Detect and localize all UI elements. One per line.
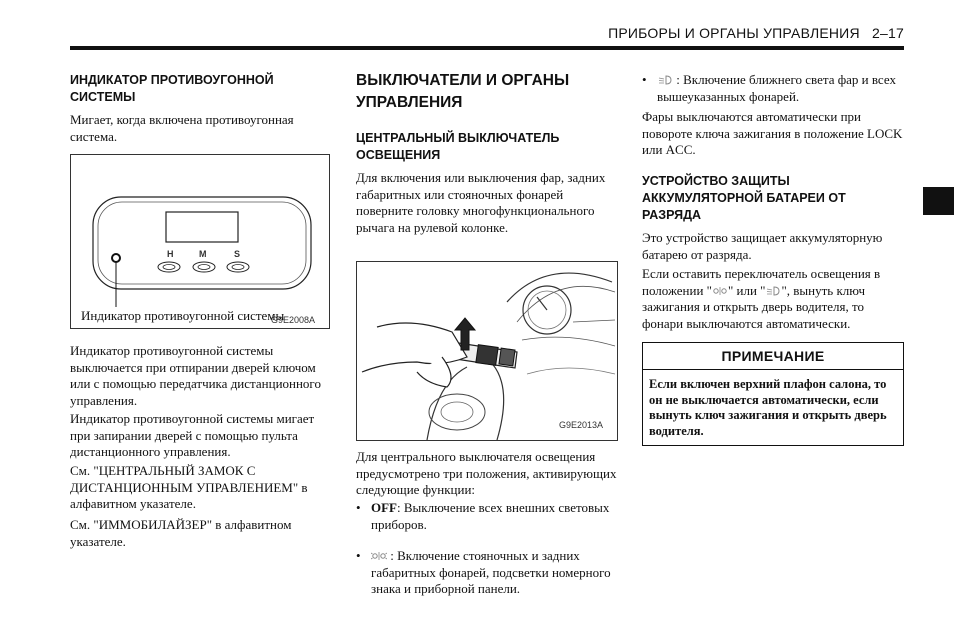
bullet-parking — [356, 548, 618, 598]
header-text — [608, 25, 904, 41]
low-beam-icon — [765, 286, 781, 296]
button-label-h: H — [167, 249, 174, 259]
section-title: ПРИБОРЫ И ОРГАНЫ УПРАВЛЕНИЯ — [608, 25, 860, 41]
button-label-m: M — [199, 249, 207, 259]
antitheft-panel-drawing — [71, 155, 329, 328]
parking-lights-icon — [371, 551, 387, 561]
antitheft-para-2: Индикатор противоугонной системы мигает при запирании дверей с помощью пульта дистанционного управления. — [70, 411, 315, 459]
off-text: : Выключение всех внешних световых приборов. — [371, 500, 610, 532]
light-switch-intro: Для включения или выключения фар, задних габаритных или стояночных фонарей поверните головку многофункционального рычага на рулевой колонке. — [356, 170, 606, 235]
page-header — [70, 0, 904, 50]
antitheft-para-3: См. "ЦЕНТРАЛЬНЫЙ ЗАМОК С ДИСТАНЦИОННЫМ УПРАВЛЕНИЕМ" в алфавитном указателе. — [70, 463, 308, 511]
note-text: Если включен верхний плафон салона, то он не выключается автоматически, если вынуть ключ зажигания и открыть дверь водителя. — [649, 377, 887, 438]
parking-text: : Включение стояночных и задних габаритных фонарей, подсветки номерного знака и приборной панели. — [371, 548, 611, 596]
switches-heading: ВЫКЛЮЧАТЕЛИ И ОРГАНЫ УПРАВЛЕНИЯ — [356, 72, 570, 111]
antitheft-heading-block — [70, 72, 332, 106]
antitheft-intro: Мигает, когда включена противоугонная система. — [70, 112, 294, 144]
lowbeam-text: : Включение ближнего света фар и всех вышеуказанных фонарей. — [657, 72, 896, 104]
antitheft-heading: ИНДИКАТОР ПРОТИВОУГОННОЙ СИСТЕМЫ — [70, 73, 274, 104]
note-title: ПРИМЕЧАНИЕ — [643, 343, 903, 370]
bullet-dot: • — [642, 72, 647, 87]
antitheft-para-4: См. "ИММОБИЛАЙЗЕР" в алфавитном указателе. — [70, 517, 292, 549]
para2-a: Если оставить переключатель освещения в положении " — [642, 266, 881, 298]
off-label: OFF — [371, 500, 397, 515]
bullet-dot: • — [356, 548, 361, 563]
note-box — [642, 342, 904, 446]
light-switch-figure — [356, 261, 618, 441]
para2-c: ", вынуть ключ зажигания и открыть дверь водителя, то фонари выключаются автоматически. — [642, 282, 866, 331]
battery-saver-para-2 — [642, 266, 904, 332]
bullet-off — [356, 500, 618, 533]
auto-off-text: Фары выключаются автоматически при повороте ключа зажигания в положение LOCK или ACC. — [642, 109, 903, 157]
battery-saver-para-1: Это устройство защищает аккумуляторную батарею от разряда. — [642, 230, 883, 262]
figure-caption: Индикатор противоугонной системы — [81, 308, 285, 323]
battery-saver-heading: УСТРОЙСТВО ЗАЩИТЫ АККУМУЛЯТОРНОЙ БАТАРЕИ ОТ РАЗРЯДА — [642, 174, 846, 222]
antitheft-para-1: Индикатор противоугонной системы выключается при отпирании дверей ключом или с помощью передатчика дистанционного управления. — [70, 343, 321, 408]
light-switch-drawing — [357, 262, 617, 440]
page-number: 2–17 — [872, 25, 904, 41]
parking-lights-icon — [712, 286, 728, 296]
bullet-lowbeam — [642, 72, 904, 105]
antitheft-figure — [70, 154, 330, 329]
chapter-tab-marker — [923, 187, 954, 215]
bullet-dot: • — [356, 500, 361, 515]
low-beam-icon — [657, 75, 673, 85]
para2-b: " или " — [727, 282, 766, 298]
figure-code: G9E2013A — [559, 420, 604, 430]
light-switch-heading: ЦЕНТРАЛЬНЫЙ ВЫКЛЮЧАТЕЛЬ ОСВЕЩЕНИЯ — [356, 131, 560, 162]
light-switch-bullets — [356, 500, 618, 598]
button-label-s: S — [234, 249, 241, 259]
light-switch-positions-intro: Для центрального выключателя освещения предусмотрено три положения, активирующих следующие функции: — [356, 449, 617, 497]
lowbeam-bullet-list — [642, 72, 904, 105]
figure-code: G9E2008A — [271, 315, 316, 325]
header-rule — [70, 46, 904, 50]
